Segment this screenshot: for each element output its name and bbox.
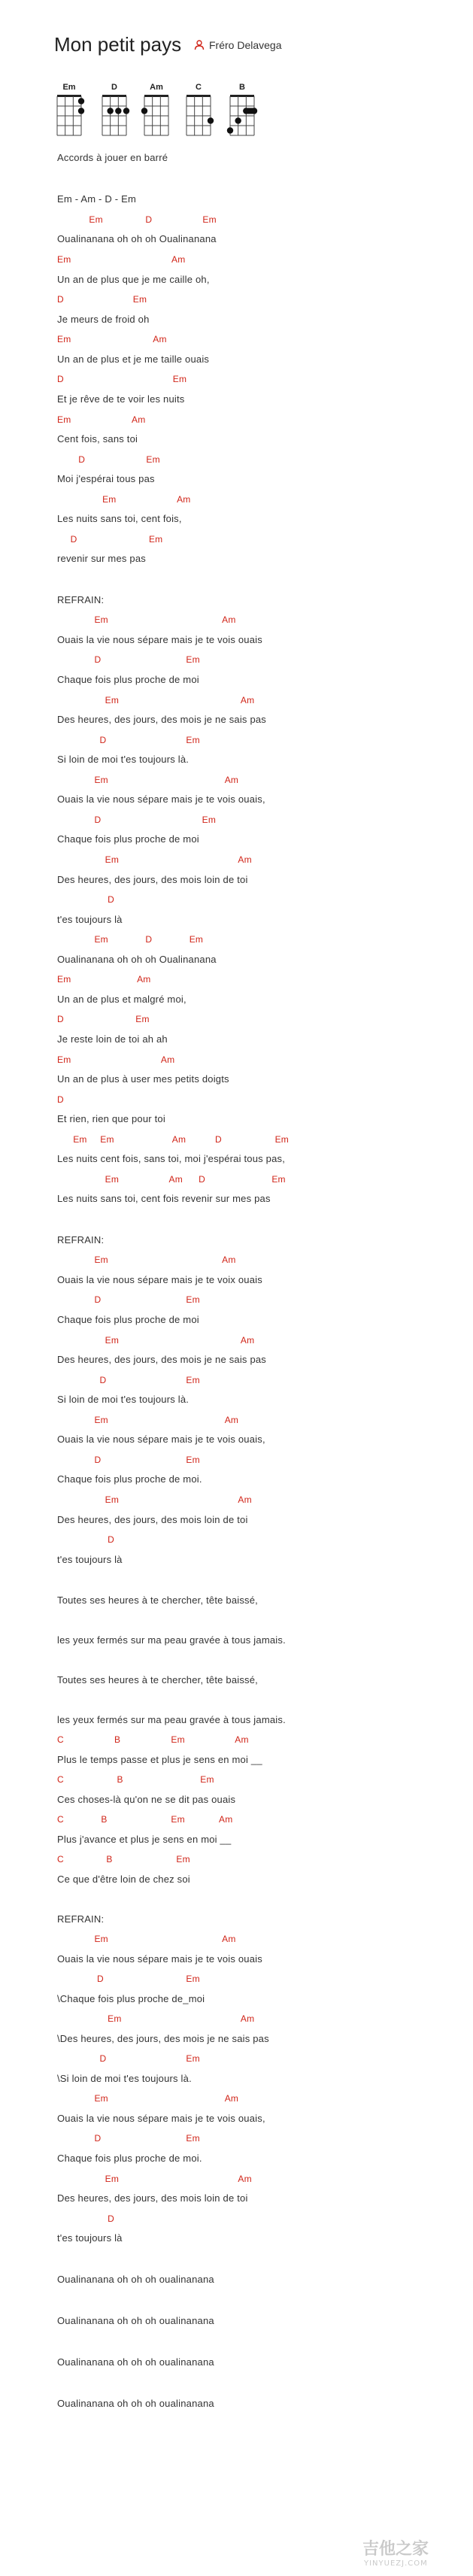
lyric-line: Oualinanana oh oh oh Oualinanana: [57, 954, 217, 965]
lyric-line: Et rien, rien que pour toi: [57, 1113, 165, 1124]
lyric-line: Les nuits sans toi, cent fois,: [57, 513, 182, 524]
chord-line: Em Am: [57, 2093, 239, 2104]
lyric-line: Un an de plus et je me taille ouais: [57, 353, 210, 365]
chord-line: D Em: [57, 654, 200, 665]
lyric-line: Chaque fois plus proche de moi: [57, 674, 199, 685]
lyric-line: Si loin de moi t'es toujours là.: [57, 1394, 190, 1405]
chord-line: D: [57, 1534, 115, 1545]
fret-nut: [186, 95, 211, 97]
chord-line: C B Em: [57, 1854, 190, 1864]
chord-line: Em Am: [57, 254, 186, 265]
lyric-line: Des heures, des jours, des mois loin de toi: [57, 874, 248, 885]
chord-line: Em Am: [57, 2013, 255, 2024]
artist-name: Fréro Delavega: [209, 39, 282, 51]
finger-dot: [235, 117, 241, 123]
lyric-line: \Si loin de moi t'es toujours là.: [57, 2073, 192, 2084]
chord-line: D Em: [57, 1294, 200, 1305]
lyric-line: REFRAIN:: [57, 1913, 105, 1925]
chord-line: Em D Em: [57, 214, 217, 225]
finger-dot: [115, 108, 121, 114]
lyric-line: Si loin de moi t'es toujours là.: [57, 754, 190, 765]
lyric-line: REFRAIN:: [57, 1234, 105, 1246]
fretboard-grid: [53, 93, 86, 140]
chord-line: D Em: [57, 374, 187, 384]
chord-line: D Em: [57, 294, 147, 305]
lyric-line: Chaque fois plus proche de moi.: [57, 2153, 202, 2164]
lyric-line: Des heures, des jours, des mois je ne sais pas: [57, 1354, 266, 1365]
finger-dot: [107, 108, 113, 114]
lyric-line: revenir sur mes pas: [57, 553, 146, 564]
finger-dot: [208, 117, 214, 123]
lyric-line: Ouais la vie nous sépare mais je te vois ouais,: [57, 1434, 265, 1445]
chord-line: Em Am: [57, 1494, 252, 1505]
chord-diagram-c: [182, 83, 215, 140]
lyric-line: Des heures, des jours, des mois je ne sais pas: [57, 714, 266, 725]
lyric-line: Les nuits sans toi, cent fois revenir sur mes pas: [57, 1193, 271, 1204]
lyric-line: Oualinanana oh oh oh Oualinanana: [57, 233, 217, 244]
chord-line: D Em: [57, 534, 163, 545]
lyric-line: \Chaque fois plus proche de_moi: [57, 1993, 205, 2004]
chord-diagram-name: D: [111, 83, 117, 92]
chord-line: Em Am: [57, 414, 146, 425]
lyric-line: Je meurs de froid oh: [57, 314, 150, 325]
watermark-logo: [359, 2536, 465, 2569]
fret-nut: [230, 95, 254, 97]
chord-line: D Em: [57, 2133, 200, 2144]
fretboard-grid: [98, 93, 131, 140]
chord-line: D Em: [57, 1375, 200, 1385]
lyric-line: Chaque fois plus proche de moi: [57, 1314, 199, 1325]
chord-line: D Em: [57, 2053, 200, 2064]
lyric-line: REFRAIN:: [57, 594, 105, 605]
lyric-line: les yeux fermés sur ma peau gravée à tous jamais.: [57, 1634, 286, 1646]
chord-line: D Em: [57, 815, 217, 825]
lyric-line: Ouais la vie nous sépare mais je te voix ouais: [57, 1274, 262, 1285]
lyric-line: Des heures, des jours, des mois loin de toi: [57, 2192, 248, 2204]
chord-line: D Em: [57, 1014, 150, 1024]
chord-line: C B Em: [57, 1774, 214, 1785]
chord-diagram-am: [140, 83, 173, 140]
artist-icon: [194, 40, 205, 50]
lyric-line: les yeux fermés sur ma peau gravée à tous jamais.: [57, 1714, 286, 1725]
lyric-line: Toutes ses heures à te chercher, tête baissé,: [57, 1594, 258, 1606]
lyric-line: Ces choses-là qu'on ne se dit pas ouais: [57, 1794, 236, 1805]
chord-line: D Em: [57, 735, 200, 745]
chord-diagram-name: Em: [62, 83, 76, 92]
chord-line: D Em: [57, 1974, 200, 1984]
chord-line: D Em: [57, 454, 160, 465]
lyric-line: Ouais la vie nous sépare mais je te vois ouais,: [57, 2113, 265, 2124]
chord-line: Em Am: [57, 1934, 236, 1944]
lyric-line: Em - Am - D - Em: [57, 193, 137, 205]
chord-diagram-em: [53, 83, 86, 140]
finger-dot: [78, 108, 84, 114]
lyric-line: Plus le temps passe et plus je sens en moi __: [57, 1754, 262, 1765]
lyric-line: Ouais la vie nous sépare mais je te vois ouais: [57, 634, 262, 645]
chord-diagram-name: B: [239, 83, 245, 92]
lyric-line: Des heures, des jours, des mois loin de toi: [57, 1514, 248, 1525]
chord-line: C B Em Am: [57, 1734, 249, 1745]
chord-diagram-d: [98, 83, 131, 140]
chord-line: Em D Em: [57, 934, 204, 945]
finger-dot: [251, 108, 257, 114]
chord-diagram-b: [226, 83, 259, 140]
chord-line: Em Am: [57, 775, 239, 785]
lyric-line: Toutes ses heures à te chercher, tête baissé,: [57, 1674, 258, 1685]
lyric-line: Chaque fois plus proche de moi.: [57, 1473, 202, 1485]
lyric-line: Je reste loin de toi ah ah: [57, 1033, 168, 1045]
lyric-line: Chaque fois plus proche de moi: [57, 833, 199, 845]
chord-line: Em Am: [57, 974, 151, 985]
finger-dot: [227, 127, 233, 133]
fret-nut: [102, 95, 126, 97]
chord-line: D: [57, 894, 115, 905]
chord-line: Em Em Am D Em: [57, 1134, 289, 1145]
chord-line: Em Am: [57, 1415, 239, 1425]
lyric-line: t'es toujours là: [57, 2232, 123, 2244]
fret-nut: [57, 95, 81, 97]
finger-dot: [78, 98, 84, 104]
finger-dot: [243, 108, 249, 114]
lyric-line: Plus j'avance et plus je sens en moi __: [57, 1834, 232, 1845]
lyric-line: t'es toujours là: [57, 914, 123, 925]
chord-line: Em Am: [57, 494, 191, 505]
lyric-line: Accords à jouer en barré: [57, 152, 168, 163]
chord-line: D: [57, 2213, 115, 2224]
chord-line: D: [57, 1094, 64, 1105]
chord-line: Em Am: [57, 1255, 236, 1265]
chord-line: Em Am: [57, 695, 255, 705]
chord-line: Em Am: [57, 1335, 255, 1346]
lyric-line: Ce que d'être loin de chez soi: [57, 1874, 190, 1885]
chord-line: Em Am D Em: [57, 1174, 286, 1185]
lyric-line: Et je rêve de te voir les nuits: [57, 393, 185, 405]
lyric-line: Oualinanana oh oh oh oualinanana: [57, 2274, 214, 2285]
fretboard-grid: [182, 93, 215, 140]
artist-row: [194, 39, 282, 51]
song-title: Mon petit pays: [54, 33, 182, 56]
chord-diagram-name: Am: [150, 83, 163, 92]
finger-dot: [141, 108, 147, 114]
lyric-line: Un an de plus à user mes petits doigts: [57, 1073, 229, 1085]
lyric-line: Ouais la vie nous sépare mais je te vois ouais,: [57, 793, 265, 805]
lyric-line: t'es toujours là: [57, 1554, 123, 1565]
chord-line: Em Am: [57, 614, 236, 625]
lyric-line: \Des heures, des jours, des mois je ne sais pas: [57, 2033, 269, 2044]
chord-line: D Em: [57, 1455, 200, 1465]
chord-line: C B Em Am: [57, 1814, 233, 1825]
fret-nut: [144, 95, 168, 97]
fretboard-grid: [226, 93, 259, 140]
lyric-line: Un an de plus et malgré moi,: [57, 994, 186, 1005]
chord-line: Em Am: [57, 334, 167, 344]
chord-line: Em Am: [57, 854, 252, 865]
lyric-line: Un an de plus que je me caille oh,: [57, 274, 210, 285]
lyric-line: Oualinanana oh oh oh oualinanana: [57, 2398, 214, 2409]
lyric-line: Oualinanana oh oh oh oualinanana: [57, 2315, 214, 2326]
chord-diagram-name: C: [196, 83, 202, 92]
lyric-line: Ouais la vie nous sépare mais je te vois ouais: [57, 1953, 262, 1965]
lyric-line: Les nuits cent fois, sans toi, moi j'espérai tous pas,: [57, 1153, 286, 1164]
lyric-line: Moi j'espérai tous pas: [57, 473, 155, 484]
chord-line: Em Am: [57, 2174, 252, 2184]
finger-dot: [123, 108, 129, 114]
watermark-url: YINYUEZJ.COM: [364, 2559, 428, 2568]
lyric-line: Cent fois, sans toi: [57, 433, 138, 445]
watermark-text: 吉他之家: [362, 2540, 429, 2559]
chord-line: Em Am: [57, 1054, 175, 1065]
lyric-line: Oualinanana oh oh oh oualinanana: [57, 2356, 214, 2368]
fretboard-grid: [140, 93, 173, 140]
